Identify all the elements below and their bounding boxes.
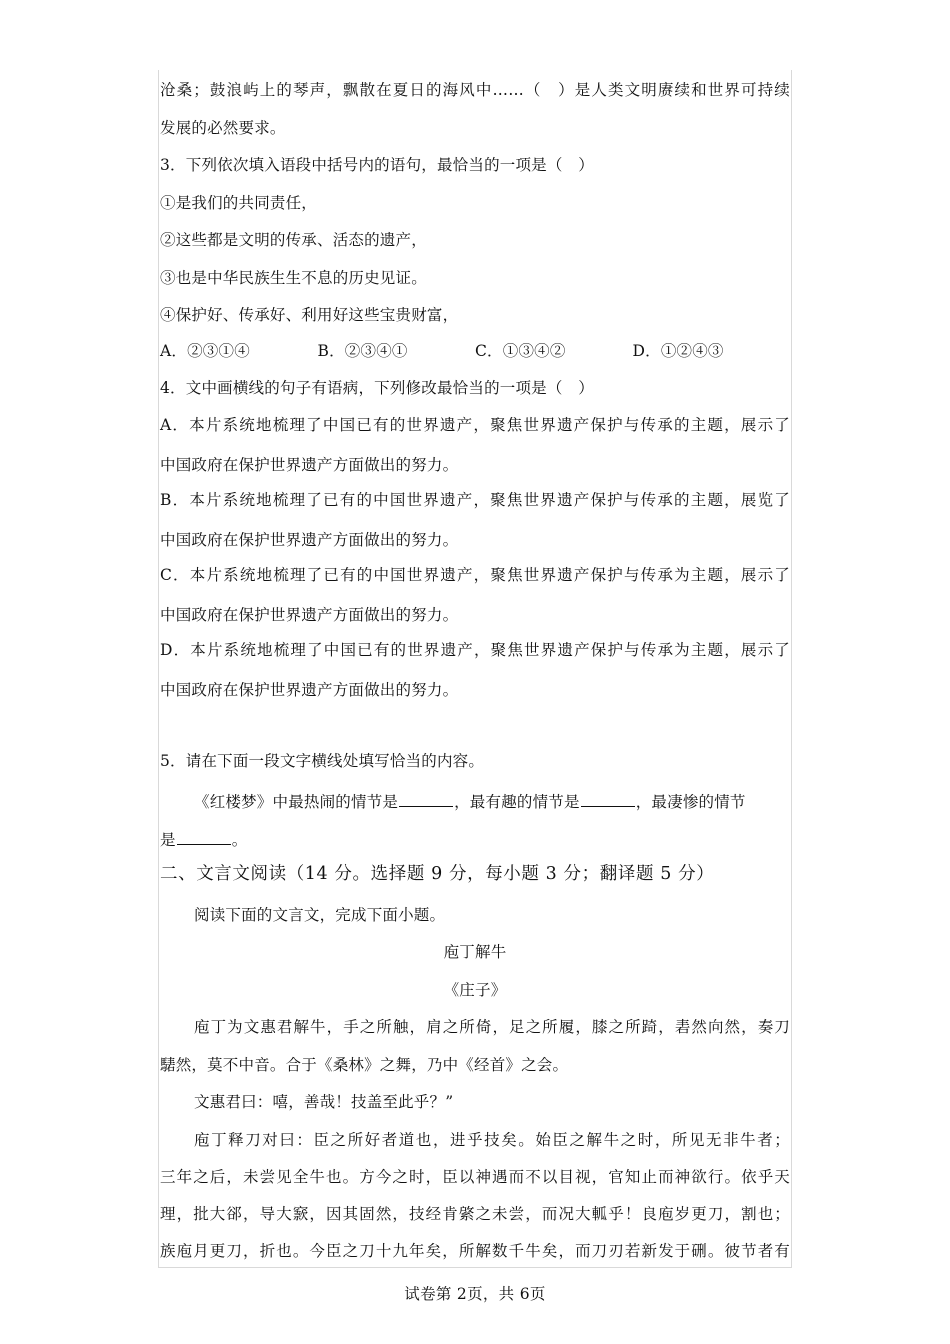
option-b[interactable]: B．②③④① xyxy=(317,342,408,360)
sentence-3: ③也是中华民族生生不息的历史见证。 xyxy=(160,269,427,287)
option-b-line2: 中国政府在保护世界遗产方面做出的努力。 xyxy=(160,531,459,549)
sentence-2: ②这些都是文明的传承、活态的遗产， xyxy=(160,231,427,249)
passage-para1-line1: 庖丁为文惠君解牛，手之所触，肩之所倚，足之所履，膝之所踦，砉然向然，奏刀 xyxy=(194,1018,790,1036)
option-b-line1[interactable]: B．本片系统地梳理了已有的中国世界遗产，聚焦世界遗产保护与传承的主题，展览了 xyxy=(160,491,790,509)
answer-blank-3[interactable] xyxy=(177,830,231,845)
passage-para3-line3: 理，批大郤，导大窾，因其固然，技经肯綮之未尝，而况大軱乎！良庖岁更刀，割也； xyxy=(160,1205,790,1223)
section-heading-2: 二、文言文阅读（14 分。选择题 9 分，每小题 3 分；翻译题 5 分） xyxy=(160,864,715,884)
option-a[interactable]: A．②③①④ xyxy=(160,342,250,360)
passage-para2: 文惠君曰：嘻，善哉！技盖至此乎？” xyxy=(194,1093,454,1111)
question-5-text-cont xyxy=(160,830,790,850)
passage-title: 庖丁解牛 xyxy=(443,943,507,961)
question-5-text xyxy=(194,792,790,812)
passage-author: 《庄子》 xyxy=(443,981,507,999)
option-c-line2: 中国政府在保护世界遗产方面做出的努力。 xyxy=(160,606,459,624)
answer-blank-2[interactable] xyxy=(581,792,635,807)
passage-para1-line2: 騞然，莫不中音。合于《桑林》之舞，乃中《经首》之会。 xyxy=(160,1056,569,1074)
question-5: 5．请在下面一段文字横线处填写恰当的内容。 xyxy=(160,752,485,770)
question-3-options xyxy=(160,341,790,361)
passage-line: 沧桑；鼓浪屿上的琴声，飘散在夏日的海风中……（ ）是人类文明赓续和世界可持续 xyxy=(160,81,790,99)
sentence-1: ①是我们的共同责任， xyxy=(160,194,318,212)
q5-text-part: 。 xyxy=(231,831,248,849)
q5-text-part: ，最有趣的情节是 xyxy=(454,793,580,811)
passage-para3-line2: 三年之后，未尝见全牛也。方今之时，臣以神遇而不以目视，官知止而神欲行。依乎天 xyxy=(160,1168,790,1186)
option-c[interactable]: C．①③④② xyxy=(475,342,566,360)
option-d[interactable]: D．①②④③ xyxy=(632,342,724,360)
page-footer: 试卷第 2页，共 6页 xyxy=(404,1285,546,1303)
question-4: 4．文中画横线的句子有语病，下列修改最恰当的一项是（ ） xyxy=(160,379,594,397)
passage-para3-line1: 庖丁释刀对曰：臣之所好者道也，进乎技矣。始臣之解牛之时，所见无非牛者； xyxy=(194,1131,790,1149)
question-3: 3．下列依次填入语段中括号内的语句，最恰当的一项是（ ） xyxy=(160,156,594,174)
option-a-line2: 中国政府在保护世界遗产方面做出的努力。 xyxy=(160,456,459,474)
q5-text-part: 《红楼梦》中最热闹的情节是 xyxy=(194,793,399,811)
q5-text-part: ，最凄惨的情节 xyxy=(635,793,746,811)
q5-text-part: 是 xyxy=(160,831,176,849)
option-c-line1[interactable]: C．本片系统地梳理了已有的中国世界遗产，聚焦世界遗产保护与传承为主题，展示了 xyxy=(160,566,790,584)
passage-line: 发展的必然要求。 xyxy=(160,119,286,137)
passage-para3-line4: 族庖月更刀，折也。今臣之刀十九年矣，所解数千牛矣，而刀刃若新发于硎。彼节者有 xyxy=(160,1242,790,1260)
reading-instruction: 阅读下面的文言文，完成下面小题。 xyxy=(194,906,446,924)
sentence-4: ④保护好、传承好、利用好这些宝贵财富， xyxy=(160,306,459,324)
answer-blank-1[interactable] xyxy=(399,792,453,807)
option-d-line2: 中国政府在保护世界遗产方面做出的努力。 xyxy=(160,681,459,699)
option-a-line1[interactable]: A．本片系统地梳理了中国已有的世界遗产，聚焦世界遗产保护与传承的主题，展示了 xyxy=(160,416,790,434)
option-d-line1[interactable]: D．本片系统地梳理了中国已有的世界遗产，聚焦世界遗产保护与传承为主题，展示了 xyxy=(160,641,790,659)
